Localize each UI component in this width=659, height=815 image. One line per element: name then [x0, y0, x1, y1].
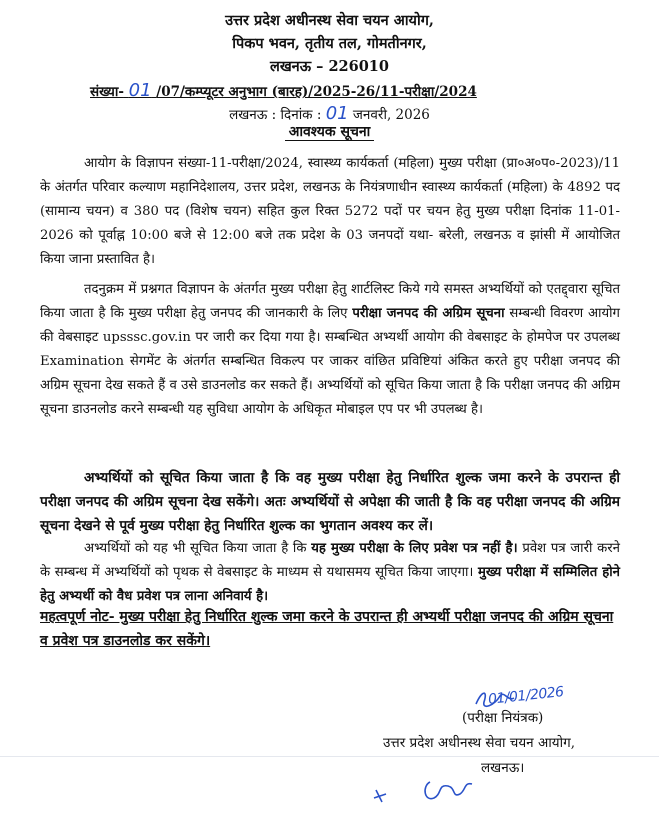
paragraph-2 [40, 278, 620, 422]
paragraph-4-part2: प्रवेश पत्र जारी करने के सम्बन्ध में अभ्यर्थियों को पृथक से वेबसाइट के माध्यम से यथासमय सूचित किया जाएगा। [40, 541, 620, 580]
dateline-rest: जनवरी, 2026 [352, 107, 430, 123]
paragraph-1-text: आयोग के विज्ञापन संख्या-11-परीक्षा/2024, स्वास्थ्य कार्यकर्ता (महिला) मुख्य परीक्षा (प्रा०अ०प०-2023)/11 के अंतर्गत परिवार कल्याण महानिदेशालय, उत्तर प्रदेश, लखनऊ के नियंत्रणाधीन स्वास्थ्य कार्यकर्ता (महिला) के 4892 पद (सामान्य चयन) व 380 पद (विशेष चयन) सहित कुल रिक्त 5272 पदों पर चयन हेतु मुख्य परीक्षा दिनांक 11-01-2026 को पूर्वाह्न 10:00 बजे से 12:00 बजे तक प्रदेश के 03 जनपदों यथा- बरेली, लखनऊ व झांसी में आयोजित किया जाना प्रस्तावित है। [40, 156, 620, 267]
important-note: महत्वपूर्ण नोट- मुख्य परीक्षा हेतु निर्धारित शुल्क जमा करने के उपरान्त ही अभ्यर्थी परीक्षा जनपद की अग्रिम सूचना व प्रवेश पत्र डाउनलोड कर सकेंगे। [40, 609, 614, 649]
paragraph-2-part1: तदनुक्रम में प्रश्नगत विज्ञापन के अंतर्गत मुख्य परीक्षा हेतु शार्टलिस्ट किये गये समस्त अभ्यर्थियों को एतद्द्वारा सूचित किया जाता है कि मुख्य परीक्षा हेतु जनपद की जानकारी के लिए [40, 282, 620, 321]
reference-handwritten-number: 01 [128, 80, 152, 101]
dateline-label: दिनांक : [280, 107, 322, 123]
paragraph-4 [40, 537, 620, 609]
dateline-handwritten-day: 01 [325, 103, 349, 124]
org-city: लखनऊ – 226010 [269, 58, 389, 75]
dateline [0, 103, 659, 124]
reference-prefix: संख्या- [90, 84, 124, 100]
dateline-place: लखनऊ : [229, 107, 277, 123]
paragraph-2-part2: सम्बन्धी विवरण आयोग की वेबसाइट upsssc.gov.in पर जारी कर दिया गया है। सम्बन्धित अभ्यर्थी आयोग की वेबसाइट के होमपेज पर उपलब्ध Examination सेगमेंट के अंतर्गत सम्बन्धित विकल्प पर जाकर वांछित प्रविष्टियां अंकित करते हुए परीक्षा जनपद की अग्रिम सूचना देख सकते हैं व उसे डाउनलोड कर सकते हैं। अभ्यर्थियों को सूचित किया जाता है कि परीक्षा जनपद की अग्रिम सूचना डाउनलोड करने सम्बन्धी यह सुविधा आयोग के अधिकृत मोबाइल एप पर भी उपलब्ध है। [40, 306, 620, 417]
paragraph-4-bold2: मुख्य परीक्षा में सम्मिलित होने हेतु अभ्यर्थी को वैध प्रवेश पत्र लाना अनिवार्य है। [40, 565, 620, 604]
signature-city: लखनऊ। [481, 760, 525, 776]
paragraph-4-part1: अभ्यर्थियों को यह भी सूचित किया जाता है कि [84, 541, 307, 556]
paragraph-2-bold: परीक्षा जनपद की अग्रिम सूचना [352, 306, 505, 321]
org-address: पिकप भवन, तृतीय तल, गोमतीनगर, [232, 35, 427, 52]
signature-designation: (परीक्षा नियंत्रक) [462, 710, 544, 726]
reference-number [90, 80, 477, 101]
signature-org: उत्तर प्रदेश अधीनस्थ सेवा चयन आयोग, [383, 735, 575, 751]
paragraph-3-text: अभ्यर्थियों को सूचित किया जाता है कि वह मुख्य परीक्षा हेतु निर्धारित शुल्क जमा करने के उपरान्त ही परीक्षा जनपद की अग्रिम सूचना देख सकेंगे। अतः अभ्यर्थियों से अपेक्षा की जाती है कि वह परीक्षा जनपद की अग्रिम सूचना देखने से पूर्व मुख्य परीक्षा हेतु निर्धारित शुल्क का भुगतान अवश्य कर लें। [40, 470, 620, 534]
paragraph-4-bold1: यह मुख्य परीक्षा के लिए प्रवेश पत्र नहीं है। [311, 541, 518, 556]
notice-title-wrap [0, 122, 659, 141]
reference-suffix: /07/कम्प्यूटर अनुभाग (बारह)/2025-26/11-परीक्षा/2024 [156, 84, 477, 100]
page-divider [0, 756, 659, 757]
signature-handwritten-date: 01/01/2026 [487, 684, 565, 708]
org-name: उत्तर प्रदेश अधीनस्थ सेवा चयन आयोग, [225, 12, 434, 29]
paragraph-3 [40, 466, 620, 538]
paragraph-1 [40, 152, 620, 272]
notice-title: आवश्यक सूचना [285, 124, 375, 141]
bottom-initials-scribble [368, 772, 488, 812]
